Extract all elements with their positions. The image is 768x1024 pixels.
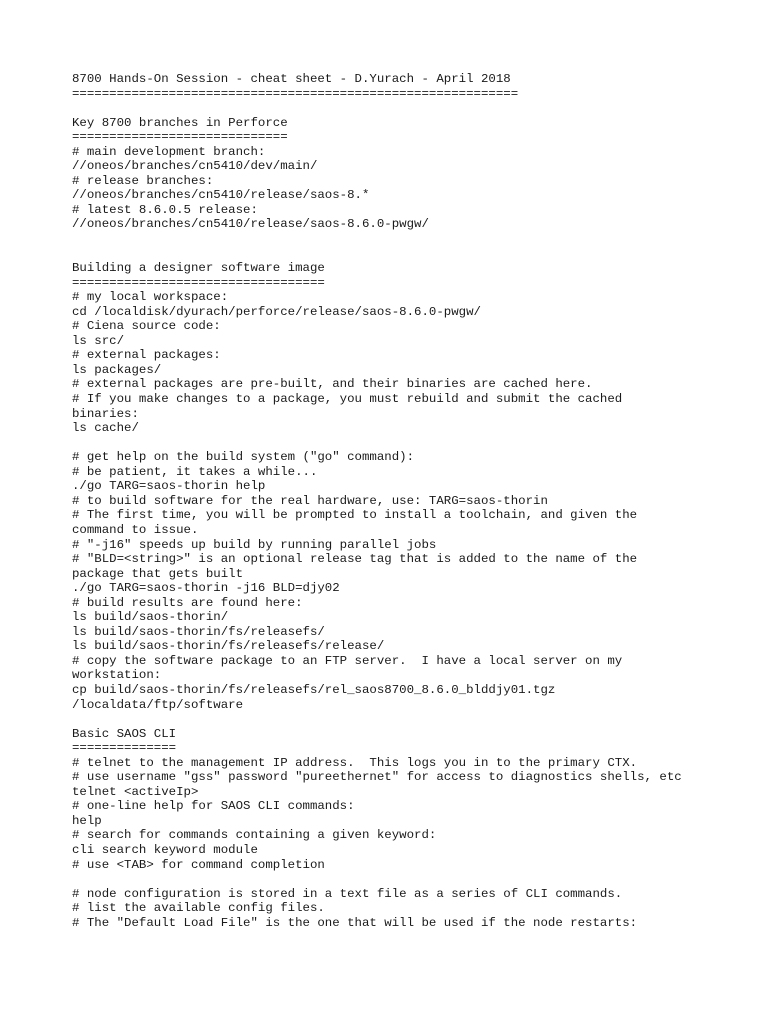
text-line: # The "Default Load File" is the one that will be used if the node restarts:	[72, 915, 638, 930]
text-line: # one-line help for SAOS CLI commands:	[72, 799, 355, 814]
text-line: # external packages are pre-built, and their binaries are cached here.	[72, 377, 593, 392]
text-line: cp build/saos-thorin/fs/releasefs/rel_saos8700_8.6.0_blddjy01.tgz	[72, 682, 556, 697]
text-line: # search for commands containing a given keyword:	[72, 828, 437, 843]
text-line: Key 8700 branches in Perforce	[72, 115, 288, 130]
text-line: Basic SAOS CLI	[72, 726, 177, 741]
text-line: ls src/	[72, 333, 125, 348]
text-line	[72, 247, 712, 262]
text-line: # "BLD=<string>" is an optional release tag that is added to the name of the	[72, 552, 638, 567]
text-line: ==================================	[72, 275, 325, 290]
text-line: # The first time, you will be prompted to install a toolchain, and given the	[72, 508, 638, 523]
text-line: # telnet to the management IP address. This logs you in to the primary CTX.	[72, 755, 638, 770]
text-line: /localdata/ftp/software	[72, 697, 244, 712]
text-line: ./go TARG=saos-thorin -j16 BLD=djy02	[72, 581, 340, 596]
text-line: # external packages:	[72, 348, 221, 363]
text-line: =============================	[72, 130, 288, 145]
text-line: # node configuration is stored in a text file as a series of CLI commands.	[72, 886, 623, 901]
text-line: 8700 Hands-On Session - cheat sheet - D.Yurach - April 2018	[72, 72, 511, 86]
text-line: command to issue.	[72, 522, 199, 537]
text-line: # Ciena source code:	[72, 319, 221, 334]
text-line: ============================================================	[72, 86, 519, 101]
text-line: # list the available config files.	[72, 901, 325, 916]
text-line: # be patient, it takes a while...	[72, 464, 318, 479]
text-line: binaries:	[72, 406, 139, 421]
text-line: package that gets built	[72, 566, 244, 581]
text-line: # get help on the build system ("go" command):	[72, 450, 415, 465]
text-line: # latest 8.6.0.5 release:	[72, 202, 258, 217]
text-line: ls build/saos-thorin/fs/releasefs/release/	[72, 639, 385, 654]
text-line	[72, 436, 712, 451]
text-line: # If you make changes to a package, you must rebuild and submit the cached	[72, 392, 623, 407]
text-line: ==============	[72, 741, 177, 756]
text-line: telnet <activeIp>	[72, 784, 199, 799]
text-line: ls packages/	[72, 362, 162, 377]
text-line	[72, 712, 712, 727]
text-line: //oneos/branches/cn5410/release/saos-8.6.0-pwgw/	[72, 217, 429, 232]
text-line: # main development branch:	[72, 144, 266, 159]
text-line: cd /localdisk/dyurach/perforce/release/saos-8.6.0-pwgw/	[72, 304, 481, 319]
text-line: cli search keyword module	[72, 842, 258, 857]
text-line: help	[72, 813, 102, 828]
text-line: ls cache/	[72, 421, 139, 436]
text-line	[72, 872, 712, 887]
text-line: # use username "gss" password "pureethernet" for access to diagnostics shells, etc	[72, 770, 682, 785]
text-line: # use <TAB> for command completion	[72, 857, 325, 872]
text-line: ls build/saos-thorin/	[72, 610, 229, 625]
text-line: ./go TARG=saos-thorin help	[72, 479, 266, 494]
text-line: //oneos/branches/cn5410/release/saos-8.*	[72, 188, 370, 203]
text-line	[72, 232, 712, 247]
text-line	[72, 101, 712, 116]
text-line: # build results are found here:	[72, 595, 303, 610]
text-line: ls build/saos-thorin/fs/releasefs/	[72, 624, 325, 639]
text-line: workstation:	[72, 668, 162, 683]
text-line: # "-j16" speeds up build by running parallel jobs	[72, 537, 437, 552]
text-line: # to build software for the real hardware, use: TARG=saos-thorin	[72, 493, 548, 508]
text-line: # release branches:	[72, 173, 214, 188]
text-line: //oneos/branches/cn5410/dev/main/	[72, 159, 318, 174]
text-line: Building a designer software image	[72, 261, 325, 276]
text-line: # copy the software package to an FTP server. I have a local server on my	[72, 653, 623, 668]
cheat-sheet-text	[72, 72, 712, 930]
text-line: # my local workspace:	[72, 290, 229, 305]
